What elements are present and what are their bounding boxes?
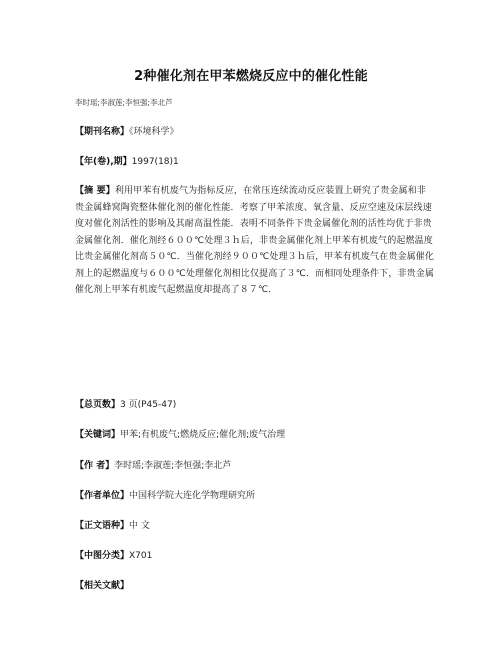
page-count-value: 3 页(P45-47): [120, 400, 177, 410]
classification-field: [75, 549, 435, 563]
abstract-label: 【摘 要】: [75, 186, 115, 196]
journal-value: 《环境科学》: [129, 127, 179, 137]
affiliation-field: [75, 489, 435, 503]
keywords-value: 甲苯;有机废气;燃烧反应;催化剂;废气治理: [120, 430, 286, 440]
year-issue-label: 【年(卷),期】: [75, 157, 132, 167]
year-issue-value: 1997(18)1: [131, 157, 179, 167]
language-value: 中 文: [129, 521, 150, 531]
page-count-label: 【总页数】: [75, 400, 121, 410]
authors-label: 【作 者】: [75, 461, 115, 471]
language-label: 【正文语种】: [75, 521, 130, 531]
affiliation-value: 中国科学院大连化学物理研究所: [129, 491, 256, 501]
author-byline: 李时瑶;李淑莲;李恒强;李北芦: [75, 98, 173, 107]
year-issue-field: [75, 155, 435, 169]
keywords-field: [75, 428, 435, 442]
page-count-field: [75, 398, 435, 412]
abstract-field: [75, 183, 435, 299]
keywords-label: 【关键词】: [75, 430, 121, 440]
authors-value: 李时瑶;李淑莲;李恒强;李北芦: [114, 461, 232, 471]
authors-field: [75, 459, 435, 473]
document-title: 2种催化剂在甲苯燃烧反应中的催化性能: [134, 69, 368, 84]
affiliation-label: 【作者单位】: [75, 491, 130, 501]
classification-value: X701: [129, 551, 153, 561]
abstract-value: 利用甲苯有机废气为指标反应，在常压连续流动反应装置上研究了贵金属和非贵金属蜂窝陶瓷整体催化剂的催化性能．考察了甲苯浓度、氧含量、反应空速及床层线速度对催化剂活性的影响及其耐高温性能．表明不同条件下贵金属催化剂的活性均优于非贵金属催化剂．催化剂经６００℃处理３ｈ后，非贵金属催化剂上甲苯有机废气的起燃温度比贵金属催化剂高５０℃．当催化剂经９００℃处理３ｈ后，甲苯有机废气在贵金属催化剂上的起燃温度与６００℃处理催化剂相比仅提高了３℃．而相同处理条件下，非贵金属催化剂上甲苯有机废气起燃温度却提高了８７℃．: [75, 186, 435, 295]
related-literature-field: [75, 579, 435, 593]
journal-field: [75, 125, 435, 139]
related-literature-label: 【相关文献】: [75, 581, 130, 591]
language-field: [75, 519, 435, 533]
journal-label: 【期刊名称】: [75, 127, 130, 137]
classification-label: 【中图分类】: [75, 551, 130, 561]
